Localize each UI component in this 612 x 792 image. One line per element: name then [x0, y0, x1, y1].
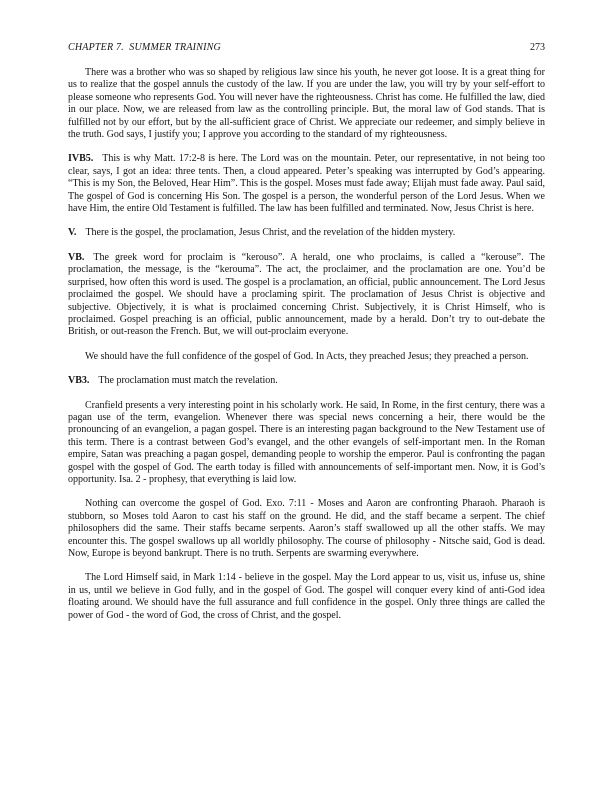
- body-paragraph: [68, 153, 545, 215]
- body-paragraph: [68, 375, 545, 387]
- paragraph-text: This is why Matt. 17:2-8 is here. The Lord was on the mountain. Peter, our representative, in not being too clear, says, I got an idea: three tents. Then, a cloud appeared. Peter’s speaking was interrupted by God’s appearing. “This is my Son, the Beloved, Hear Him”. This is the gospel. Moses must fade away; Elijah must fade away. Paul said, The gospel of God is concerning His Son. The gospel is a person, the wonderful person of the Lord Jesus. When we have Him, the entire Old Testament is fulfilled. The law has been fulfilled and terminated. Now, Jesus Christ is here.: [68, 153, 545, 215]
- body-paragraph: [68, 227, 545, 239]
- body-paragraph: [68, 572, 545, 622]
- body-paragraph: [68, 252, 545, 339]
- paragraph-text: The proclamation must match the revelation.: [98, 375, 278, 387]
- paragraph-text: The greek word for proclaim is “kerouso”. A herald, one who proclaims, is called a “kerouse”. The proclamation, the message, is the “kerouma”. The act, the proclaimer, and the proclamation are one. You’d be surprised, how often this word is used. The gospel is a proclamation, an official, public announcement. The Lord Jesus proclaimed the gospel. We should have a proclaming spirit. The proclamation of Jesus Christ is objective and subjective. Objectively, it is what is proclaimed concerning Christ. Subjectively, it is Christ Himself, who is proclaimed. Gospel preaching is an official, public announcement, made by a herald. Don’t try to out-debate the British, or out-reason the French. But, we will out-proclaim everyone.: [68, 251, 545, 338]
- paragraph-text: Nothing can overcome the gospel of God. Exo. 7:11 - Moses and Aaron are confronting Pharaoh. Pharaoh is stubborn, so Moses told Aaron to cast his staff on the ground. He did, and the staff became a serpent. The chief philosophers did the same. Their staffs became serpents. Aaron’s staff swallowed up all the other staffs. We may encounter this. The gospel swallows up all worldly philosophy. The course of philosophy - Nitsche said, God is dead. Now, Europe is beyond bankrupt. There is no truth. Serpents are swarming everywhere.: [68, 498, 545, 559]
- page-number: 273: [530, 42, 545, 53]
- paragraph-text: There was a brother who was so shaped by religious law since his youth, he never got loose. It is a great thing for us to realize that the gospel annuls the custody of the law. If you are under the law, you will try by your self-effort to please someone who represents God. You will never have the righteousness. Christ has come. He fulfilled the law, died in our place. Now, we are released from law as the controlling principle. But, the moral law of God stands. That is fulfilled not by our effort, but by the all-sufficient grace of Christ. We appreciate our redeemer, and simply believe in the truth. God says, I justify you; I approve you according to the standard of my righteousness.: [68, 67, 545, 141]
- paragraph-text: The Lord Himself said, in Mark 1:14 - believe in the gospel. May the Lord appear to us, visit us, infuse us, shine in us, until we believe in God fully, and in the gospel of God. The gospel will conquer every kind of anti-God idea floating around. We should have the full assurance and full confidence in the gospel. Only three things are called the power of God - the word of God, the cross of Christ, and the gospel.: [68, 572, 545, 621]
- body-paragraph: [68, 67, 545, 141]
- chapter-title: CHAPTER 7. SUMMER TRAINING: [68, 42, 221, 53]
- section-label: V.: [68, 227, 77, 239]
- paragraph-text: We should have the full confidence of the gospel of God. In Acts, they preached Jesus; they preached a person.: [85, 350, 529, 362]
- body-paragraph: [68, 351, 545, 363]
- running-header: [68, 42, 545, 54]
- section-label: VB3.: [68, 375, 90, 387]
- paragraph-text: Cranfield presents a very interesting point in his scholarly work. He said, In Rome, in the first century, there was a pagan use of the term, evangelion. Whenever there was special news concerning a heir, there would be the pronouncing of an evangelion, a pagan gospel. There is an interesting pagan background to the New Testament use of this term. There is a contrast between God’s evangel, and the other evangels of self-important men. In the Roman empire, Satan was preaching a pagan gospel, demanding people to worship the emperor. Paul is confronting the pagan gospel with the gospel of God. The earth today is filled with announcements of self-important men. Now, it is God’s opportunity. Isa. 2 - prophesy, that everything is laid low.: [68, 399, 545, 485]
- body-paragraph: [68, 498, 545, 560]
- paragraph-text: There is the gospel, the proclamation, Jesus Christ, and the revelation of the hidden mystery.: [85, 227, 456, 239]
- body-paragraph: [68, 400, 545, 487]
- section-label: VB.: [68, 251, 85, 263]
- section-label: IVB5.: [68, 153, 94, 165]
- page-body: [68, 67, 545, 622]
